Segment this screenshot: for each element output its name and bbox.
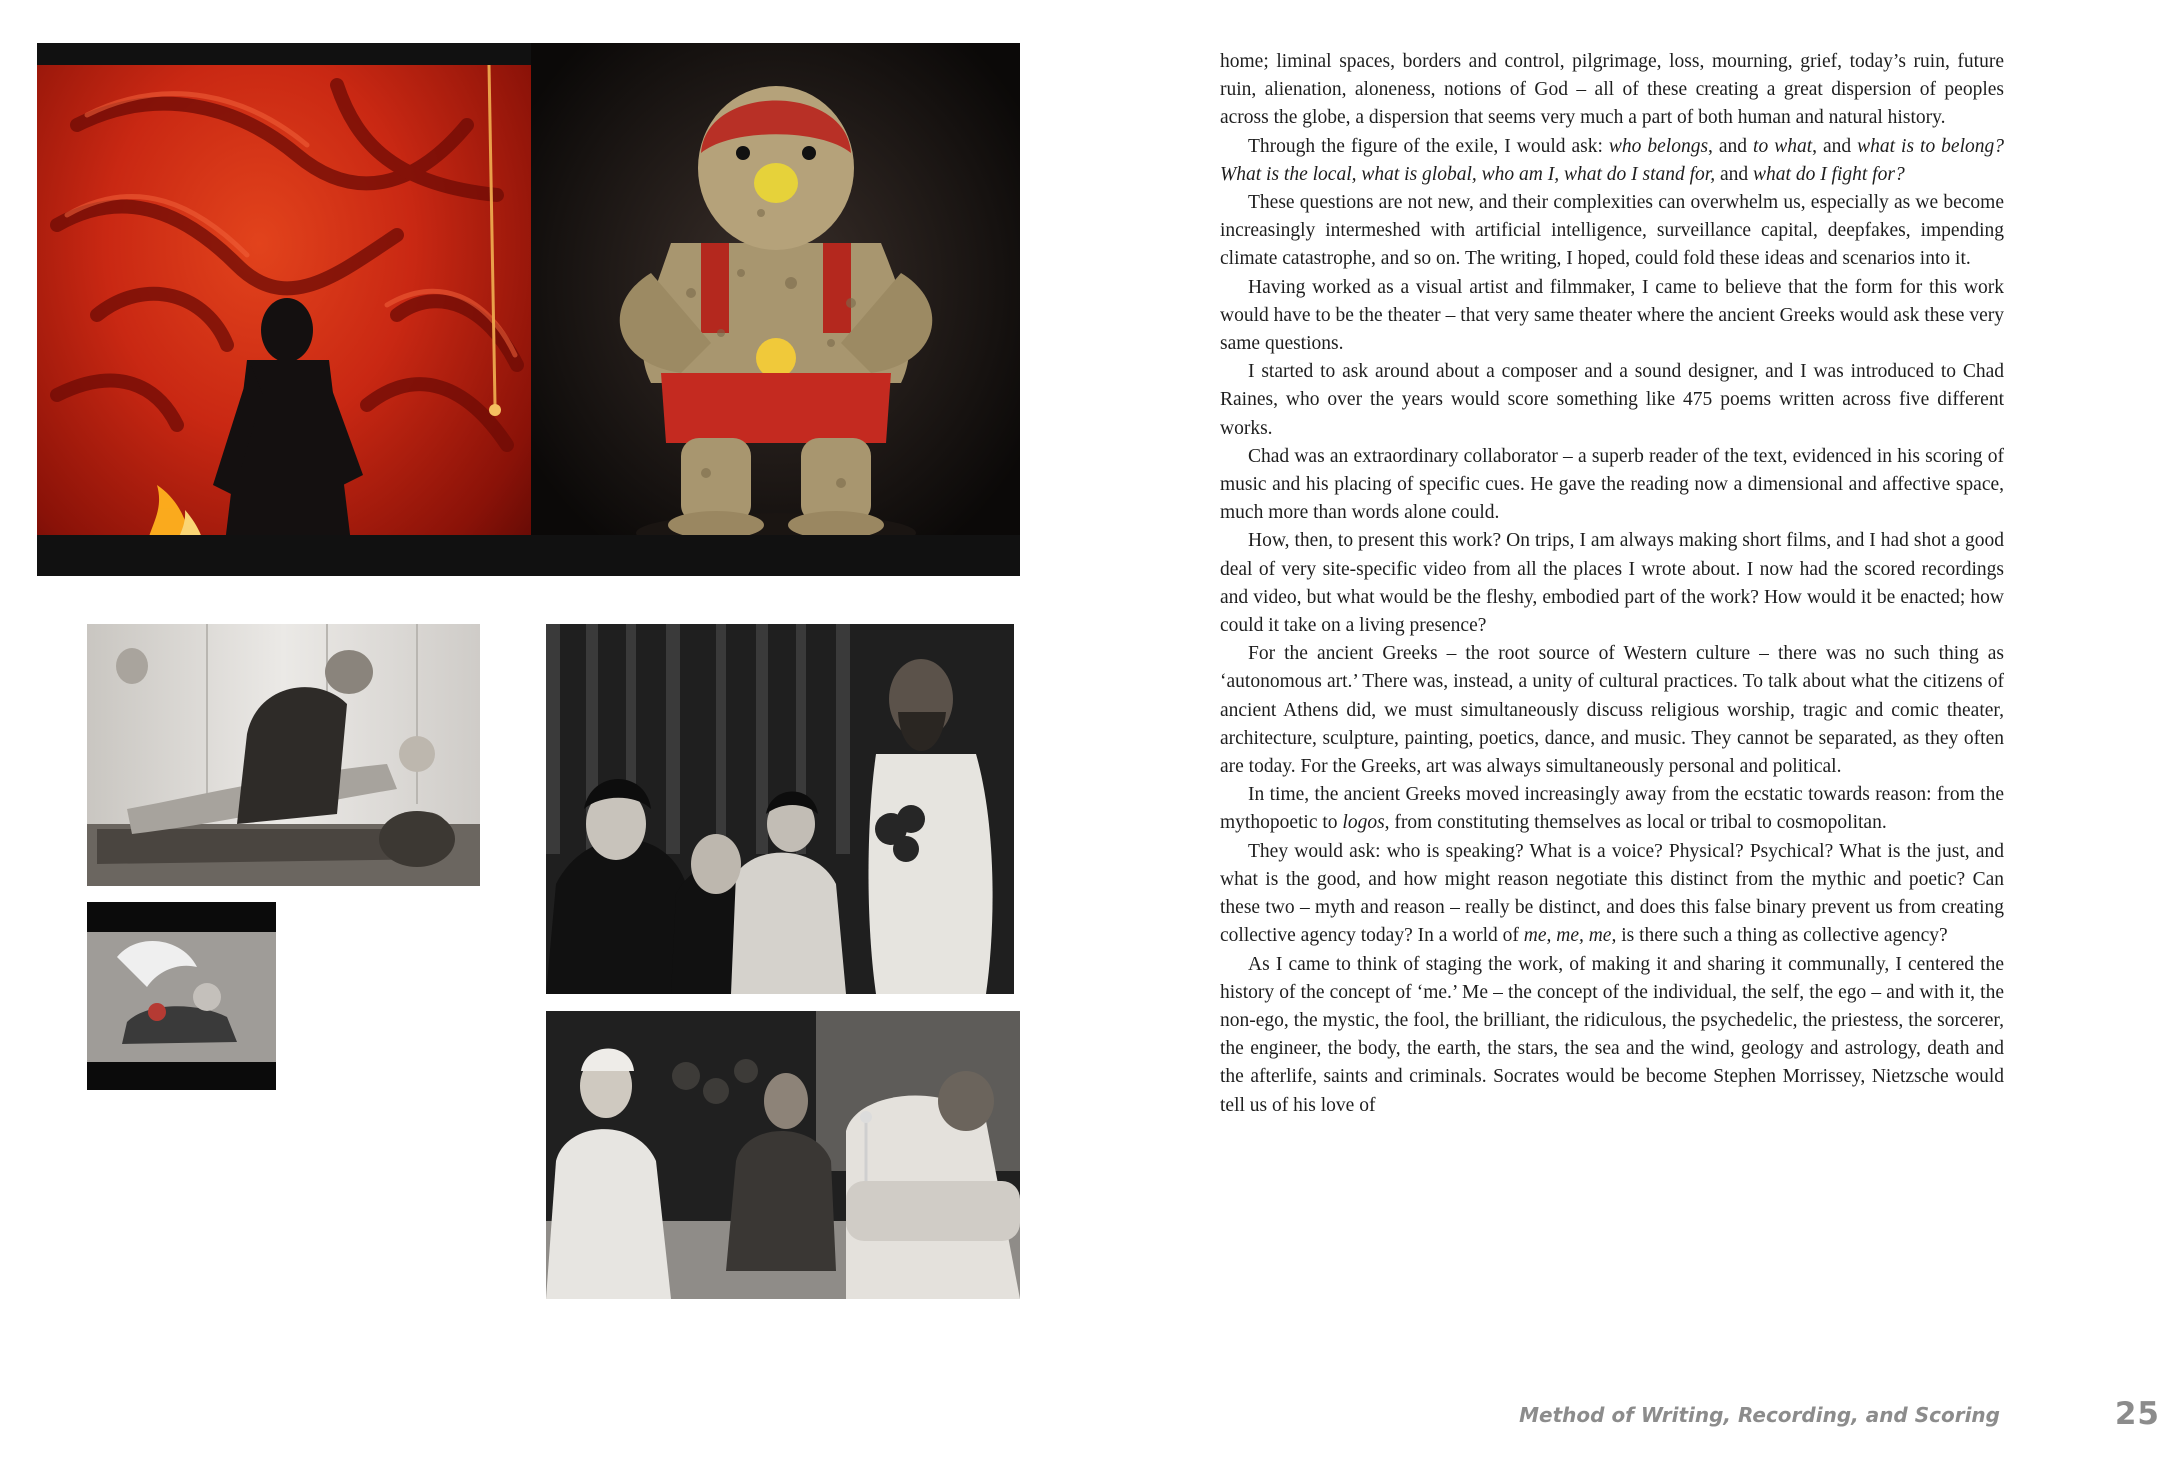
running-footer-title: Method of Writing, Recording, and Scoring [1519, 1403, 2000, 1427]
text-run: They would ask: who is speaking? What is a voice? Physical? Psychical? What is the just, and what is the good, and how might reason negotiate this distinct from the mythic and poetic? Can these two – myth and reason – really be distinct, and does this false binary prevent us from creating collective agency today? In a world of [1220, 840, 2004, 947]
italic-run: what do I fight for? [1753, 163, 1905, 185]
couch-scene-photo [87, 624, 480, 886]
text-run: is there such a thing as collective agency? [1616, 925, 1948, 947]
text-run: For the ancient Greeks – the root source of Western culture – there was no such thing as ‘autonomous art.’ There was, instead, a unity of cultural practices. To talk about what the citizens of ancient Athens did, we must simultaneously discuss religious worship, tragic and comic theater, architecture, sculpture, painting, poetics, dance, and music. They cannot be separated, as they often are today. For the Greeks, art was always simultaneously personal and political. [1220, 643, 2004, 778]
page-number: 25 [2114, 1396, 2160, 1432]
body-paragraph [1220, 527, 2004, 640]
body-text-column [1220, 48, 2004, 1120]
text-run: Chad was an extraordinary collaborator – a superb reader of the text, evidenced in his scoring of music and his placing of specific cues. He gave the reading now a dimensional and affective space, much more than words alone could. [1220, 445, 2004, 524]
text-run: and [1715, 163, 1754, 185]
idol-sculpture-photo [531, 43, 1020, 576]
text-run: , from constituting themselves as local or tribal to cosmopolitan. [1384, 812, 1887, 834]
text-run: As I came to think of staging the work, of making it and sharing it communally, I centered the history of the concept of ‘me.’ Me – the concept of the individual, the self, the ego – and with it, the non-ego, the mystic, the fool, the brilliant, the ridiculous, the psychedelic, the priestess, the sorcerer, the engineer, the body, the earth, the stars, the sea and the wind, geology and astrology, death and the afterlife, saints and criminals. Socrates would be become Stephen Morrissey, Nietzsche would tell us of his love of [1220, 953, 2004, 1116]
italic-run: to what [1753, 135, 1813, 157]
text-run: Having worked as a visual artist and filmmaker, I came to believe that the form for this work would have to be the theater – that very same theater where the ancient Greeks would ask these very same questions. [1220, 276, 2004, 355]
body-paragraph [1220, 640, 2004, 781]
body-paragraph [1220, 838, 2004, 951]
body-paragraph [1220, 274, 2004, 359]
meditation-group-photo [546, 624, 1014, 994]
photo-bottom-band [37, 535, 1020, 576]
text-run: home; liminal spaces, borders and control, pilgrimage, loss, mourning, grief, today’s ruin, future ruin, alienation, aloneness, notions of God – all of these creating a great dispersion of peoples across the globe, a dispersion that seems very much a part of both human and natural history. [1220, 51, 2004, 129]
text-run: These questions are not new, and their complexities can overwhelm us, especially as we become increasingly intermeshed with artificial intelligence, surveillance capital, deepfakes, impending climate catastrophe, and so on. The writing, I hoped, could fold these ideas and scenarios into it. [1220, 192, 2004, 270]
text-run: Through the figure of the exile, I would ask: [1248, 135, 1609, 157]
body-paragraph [1220, 133, 2004, 189]
seated-gathering-photo [546, 1011, 1020, 1299]
body-paragraph [1220, 443, 2004, 528]
italic-run: logos [1342, 812, 1385, 834]
text-run: , and [1708, 135, 1754, 157]
body-paragraph [1220, 189, 2004, 274]
red-relief-photo [37, 43, 531, 576]
text-run: , and [1812, 135, 1858, 157]
italic-run: me, me, me, [1523, 925, 1617, 947]
italic-run: who belongs [1608, 135, 1709, 157]
text-run: How, then, to present this work? On trips, I am always making short films, and I had shot a good deal of very site-specific video from all the places I wrote about. I now had the scored recordings and video, but what would be the fleshy, embodied part of the work? How would it be enacted; how could it take on a living presence? [1220, 530, 2004, 637]
body-paragraph [1220, 48, 2004, 133]
text-run: I started to ask around about a composer and a sound designer, and I was introduced to Chad Raines, who over the years would score something like 475 poems written across five different works. [1220, 361, 2004, 439]
text-run: In time, the ancient Greeks moved increasingly away from the ecstatic towards reason: from the mythopoetic to [1220, 784, 2004, 834]
italic-run: what is to belong? What is the local, what is global, who am I, what do I stand for, [1220, 135, 2004, 185]
puppet-film-still [87, 902, 276, 1090]
body-paragraph [1220, 781, 2004, 837]
body-paragraph [1220, 951, 2004, 1120]
body-paragraph [1220, 358, 2004, 443]
